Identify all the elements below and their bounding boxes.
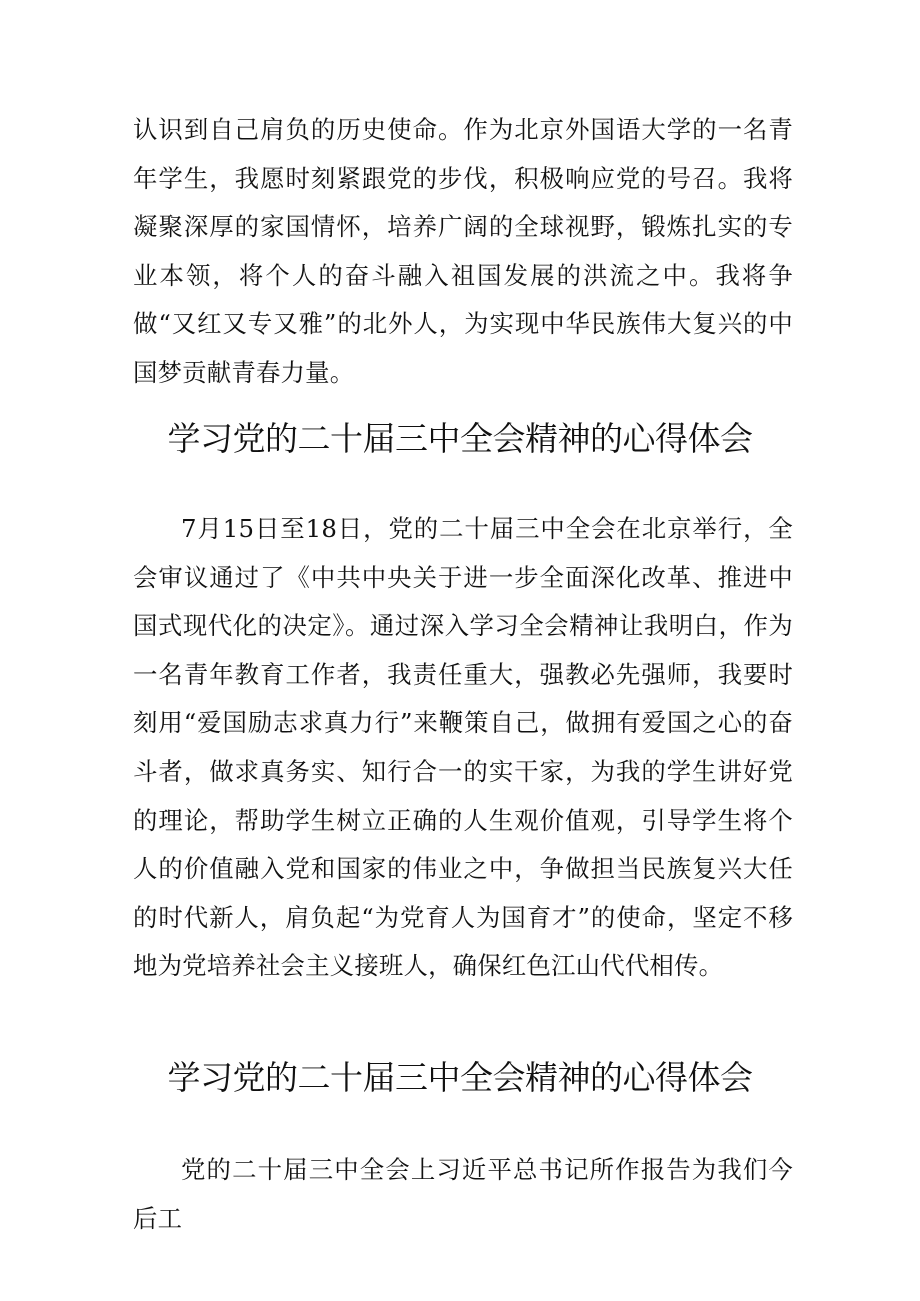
section-heading-2: 学习党的二十届三中全会精神的心得体会	[167, 1058, 753, 1097]
body-paragraph-2: 7月15日至18日，党的二十届三中全会在北京举行，全会审议通过了《中共中央关于进一步全面深化改革、推进中国式现代化的决定》。通过深入学习全会精神让我明白，作为一名青年教育工作者，我责任重大，强教必先强师，我要时刻用“爱国励志求真力行”来鞭策自己，做拥有爱国之心的奋斗者，做求真务实、知行合一的实干家，为我的学生讲好党的理论，帮助学生树立正确的人生观价值观，引导学生将个人的价值融入党和国家的伟业之中，争做担当民族复兴大任的时代新人，肩负起“为党育人为国育才”的使命，坚定不移地为党培养社会主义接班人，确保红色江山代代相传。	[133, 514, 793, 981]
body-paragraph-1: 认识到自己肩负的历史使命。作为北京外国语大学的一名青年学生，我愿时刻紧跟党的步伐，积极响应党的号召。我将凝聚深厚的家国情怀，培养广阔的全球视野，锻炼扎实的专业本领，将个人的奋斗融入祖国发展的洪流之中。我将争做“又红又专又雅”的北外人，为实现中华民族伟大复兴的中国梦贡献青春力量。	[133, 115, 793, 387]
body-paragraph-3: 党的二十届三中全会上习近平总书记所作报告为我们今后工	[133, 1155, 793, 1233]
section-heading-1: 学习党的二十届三中全会精神的心得体会	[167, 419, 753, 458]
